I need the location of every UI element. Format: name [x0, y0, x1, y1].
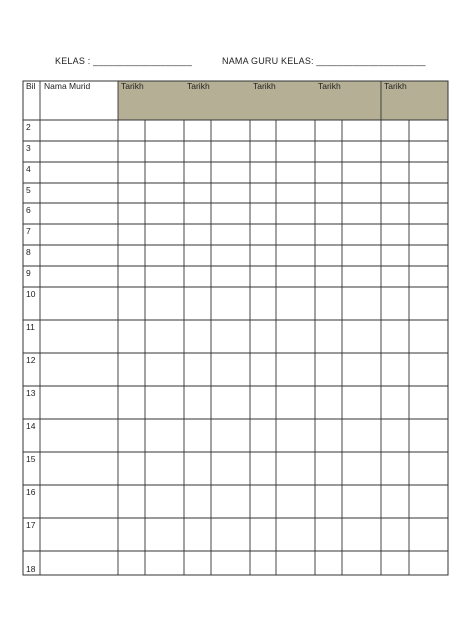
row-number: 8 — [26, 247, 31, 257]
header-tarikh-2: Tarikh — [187, 81, 210, 91]
row-number: 7 — [26, 226, 31, 236]
table-border — [23, 81, 448, 575]
guru-kelas-field-label: NAMA GURU KELAS: _____________________ — [222, 56, 426, 66]
row-number: 6 — [26, 205, 31, 215]
row-number: 3 — [26, 143, 31, 153]
row-number: 18 — [26, 564, 36, 574]
row-number: 2 — [26, 122, 31, 132]
header-tarikh-1: Tarikh — [121, 81, 144, 91]
row-number: 16 — [26, 487, 36, 497]
row-number: 14 — [26, 421, 36, 431]
row-number: 9 — [26, 268, 31, 278]
row-number: 13 — [26, 388, 36, 398]
row-number: 4 — [26, 164, 31, 174]
row-number: 5 — [26, 185, 31, 195]
row-number: 17 — [26, 520, 36, 530]
header-tarikh-3: Tarikh — [253, 81, 276, 91]
header-bil: Bil — [26, 81, 36, 91]
row-number: 10 — [26, 289, 36, 299]
header-tarikh-5: Tarikh — [384, 81, 407, 91]
row-number: 12 — [26, 355, 36, 365]
kelas-field-label: KELAS : ___________________ — [55, 56, 193, 66]
row-number: 11 — [26, 322, 35, 332]
header-nama-murid: Nama Murid — [44, 81, 91, 91]
header-tarikh-4: Tarikh — [318, 81, 341, 91]
row-number: 15 — [26, 454, 36, 464]
